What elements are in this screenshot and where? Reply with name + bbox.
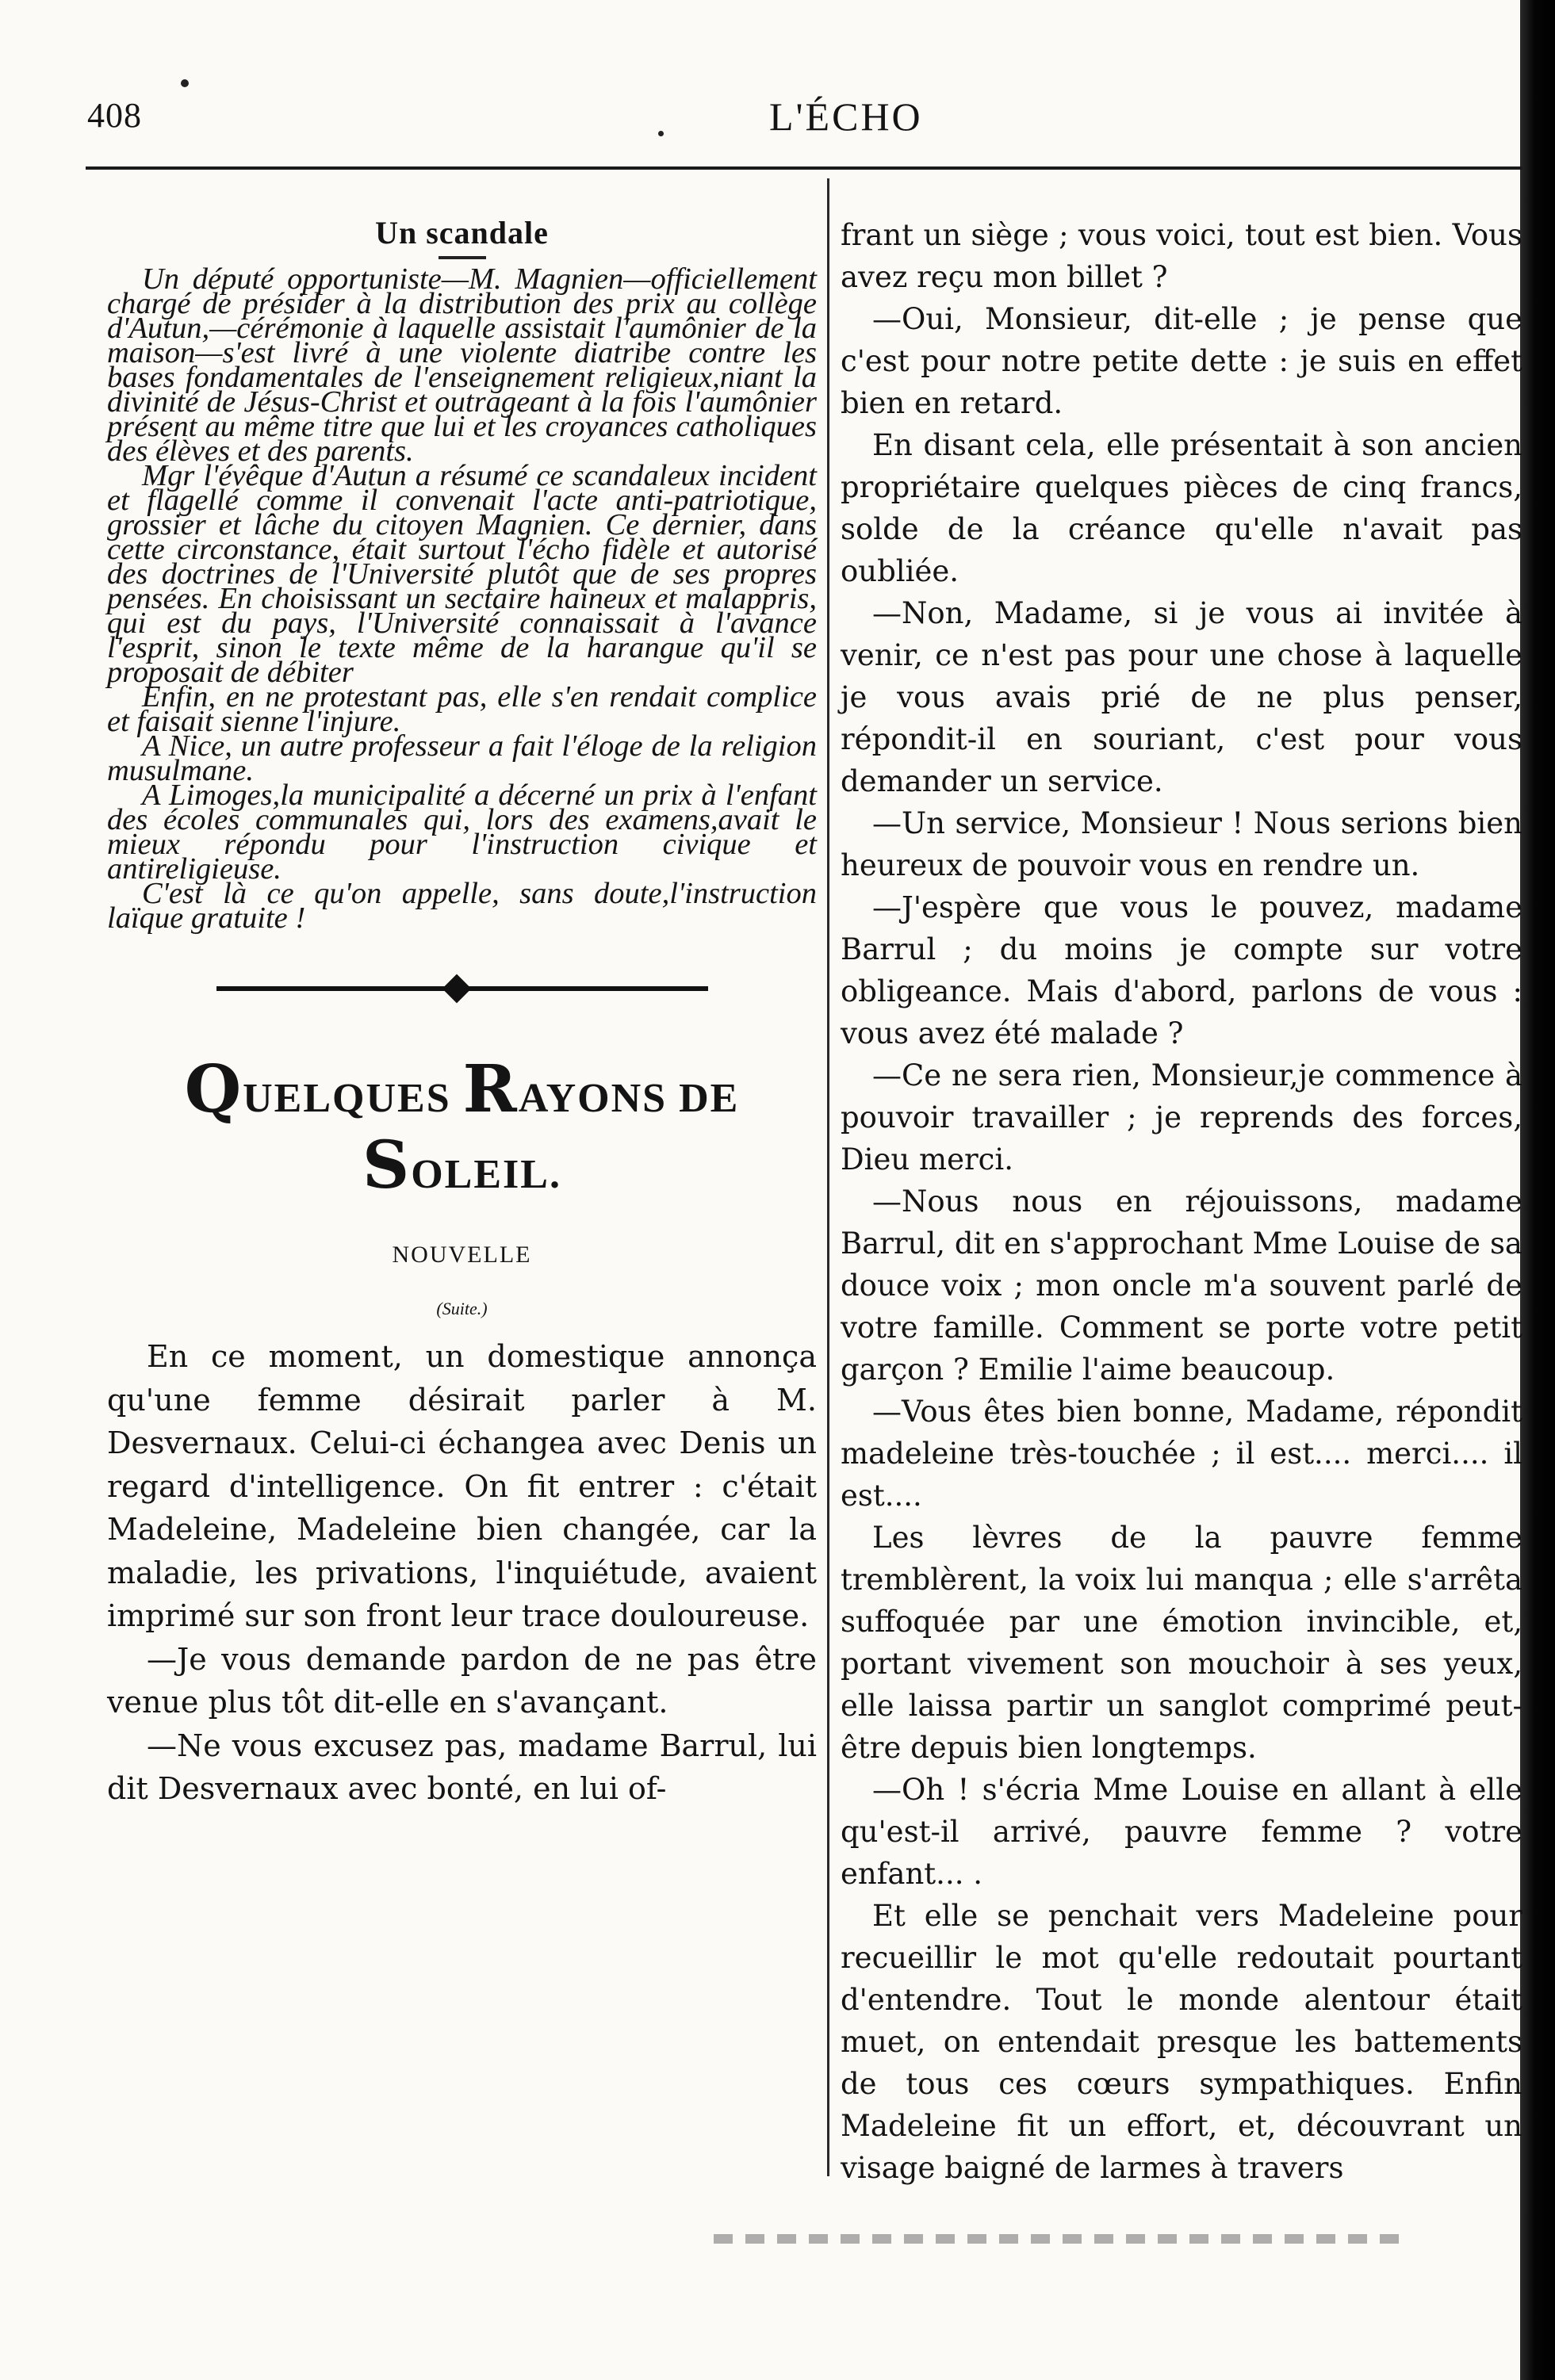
story-subtitle: NOUVELLE [392, 1242, 532, 1268]
page-header [87, 95, 1515, 159]
story-paragraph: Et elle se penchait vers Madeleine pour recueillir le mot qu'elle redoutait pourtant d'entendre. Tout le monde alentour était muet, on entendait presque les battements de tous ces cœurs sympathiques. Enfin Madeleine fit un effort, et, découvrant un visage baigné de larmes à travers [841, 1899, 1522, 2185]
right-column [841, 214, 1522, 2189]
article-text: ! [287, 901, 306, 935]
story-paragraph: —Oh ! s'écria Mme Louise en allant à elle qu'est-il arrivé, pauvre femme ? votre enfant... . [841, 1773, 1522, 1891]
story-paragraph: —Non, Madame, si je vous ai invitée à venir, ce n'est pas pour une chose à laquelle je vous avais prié de ne plus penser, répondit-il en souriant, c'est pour vous demander un service. [841, 596, 1522, 798]
story-title-initial: Q [184, 1051, 243, 1127]
story-paragraph: —Vous êtes bien bonne, Madame, répondit madeleine très-touchée ; il est.... merci.... il est.... [841, 1395, 1522, 1513]
story-paragraph: En disant cela, elle présentait à son ancien propriétaire quelques pièces de cinq francs, solde de la créance qu'elle n'avait pas oubliée. [841, 428, 1522, 588]
article-text: C'est là ce qu'on appelle, sans doute,l'instruction laïque [107, 877, 817, 935]
story-paragraph: En ce moment, un domestique annonça qu'une femme désirait parler à M. Desvernaux. Celui-ci échangea avec Denis un regard d'intelligence. On fit entrer : c'était Madeleine, Madeleine bien changée, car la maladie, les privations, l'inquiétude, avaient imprimé sur son front leur trace douloureuse. [107, 1339, 817, 1633]
left-column [107, 214, 817, 1811]
running-title: L'ÉCHO [769, 94, 923, 139]
column-divider [827, 178, 829, 2176]
story-continued-note: (Suite.) [436, 1299, 488, 1318]
article-paragraph [107, 877, 817, 935]
story-paragraph: —Oui, Monsieur, dit-elle ; je pense que c'est pour notre petite dette : je suis en effet bien en retard. [841, 302, 1522, 420]
article-title: Un scandale [375, 215, 549, 251]
story-paragraph: —Nous nous en réjouissons, madame Barrul, dit en s'approchant Mme Louise de sa douce voix ; mon oncle m'a souvent parlé de votre famille. Comment se porte votre petit garçon ? Emilie l'aime beaucoup. [841, 1184, 1522, 1387]
page-binding-edge [1520, 0, 1555, 2380]
story-title-text: AYONS DE [518, 1076, 740, 1121]
story-paragraph: —Ce ne sera rien, Monsieur,je commence à pouvoir travailler ; je reprends des forces, Dieu merci. [841, 1058, 1522, 1177]
story-title [107, 1051, 817, 1203]
story-paragraph: —Je vous demande pardon de ne pas être venue plus tôt dit-elle en s'avançant. [107, 1641, 817, 1720]
title-dash [439, 256, 486, 259]
footer-smudge [714, 2234, 1411, 2244]
header-rule [86, 166, 1522, 170]
article-paragraph: A Limoges,la municipalité a décerné un prix à l'enfant des écoles communales qui, lors des examens,avait le mieux répondu pour l'instruction civique et antireligieuse. [107, 779, 817, 886]
article-paragraph: Un député opportuniste—M. Magnien—officiellement chargé de présider à la distribution des prix au collège d'Autun,—cérémonie à laquelle assistait l'aumônier de la maison—s'est livré à une violente diatribe contre les bases fondamentales de l'enseignement religieux,niant la divinité de Jésus-Christ et outrageant à la fois l'aumônier présent au même titre que lui et les croyances catholiques des élèves et des parents. [107, 262, 817, 468]
story-title-text: UELQUES [243, 1076, 463, 1121]
article-paragraph: A Nice, un autre professeur a fait l'éloge de la religion musulmane. [107, 729, 817, 787]
section-ornament [216, 977, 708, 1001]
story-paragraph: —J'espère que vous le pouvez, madame Barrul ; du moins je compte sur votre obligeance. Mais d'abord, parlons de vous : vous avez été malade ? [841, 890, 1522, 1050]
story-paragraph: frant un siège ; vous voici, tout est bien. Vous avez reçu mon billet ? [841, 218, 1522, 294]
story-paragraph: —Un service, Monsieur ! Nous serions bien heureux de pouvoir vous en rendre un. [841, 806, 1522, 882]
story-title-text: OLEIL. [411, 1152, 561, 1197]
article-paragraph: Enfin, en ne protestant pas, elle s'en rendait complice et faisait sienne l'injure. [107, 680, 817, 738]
story-title-initial: S [362, 1127, 412, 1203]
page-number: 408 [87, 96, 142, 135]
story-title-initial: R [462, 1051, 519, 1127]
story-paragraph: —Ne vous excusez pas, madame Barrul, lui dit Desvernaux avec bonté, en lui of- [107, 1728, 817, 1806]
article-emphasis: gratuite [190, 901, 288, 935]
ink-speck [181, 79, 189, 87]
article-paragraph: Mgr l'évêque d'Autun a résumé ce scandaleux incident et flagellé comme il convenait l'acte anti-patriotique, grossier et lâche du citoyen Magnien. Ce dernier, dans cette circonstance, était surtout l'écho fidèle et autorisé des doctrines de l'Université plutôt que de ses propres pensées. En choisissant un sectaire haineux et malappris, qui est du pays, l'Université connaissait à l'avance l'esprit, sinon le texte même de la harangue qu'il se proposait de débiter [107, 459, 817, 689]
story-paragraph: Les lèvres de la pauvre femme tremblèrent, la voix lui manqua ; elle s'arrêta suffoquée par une émotion invincible, et, portant vivement son mouchoir à ses yeux, elle laissa partir un sanglot comprimé peut-être depuis bien longtemps. [841, 1521, 1522, 1765]
